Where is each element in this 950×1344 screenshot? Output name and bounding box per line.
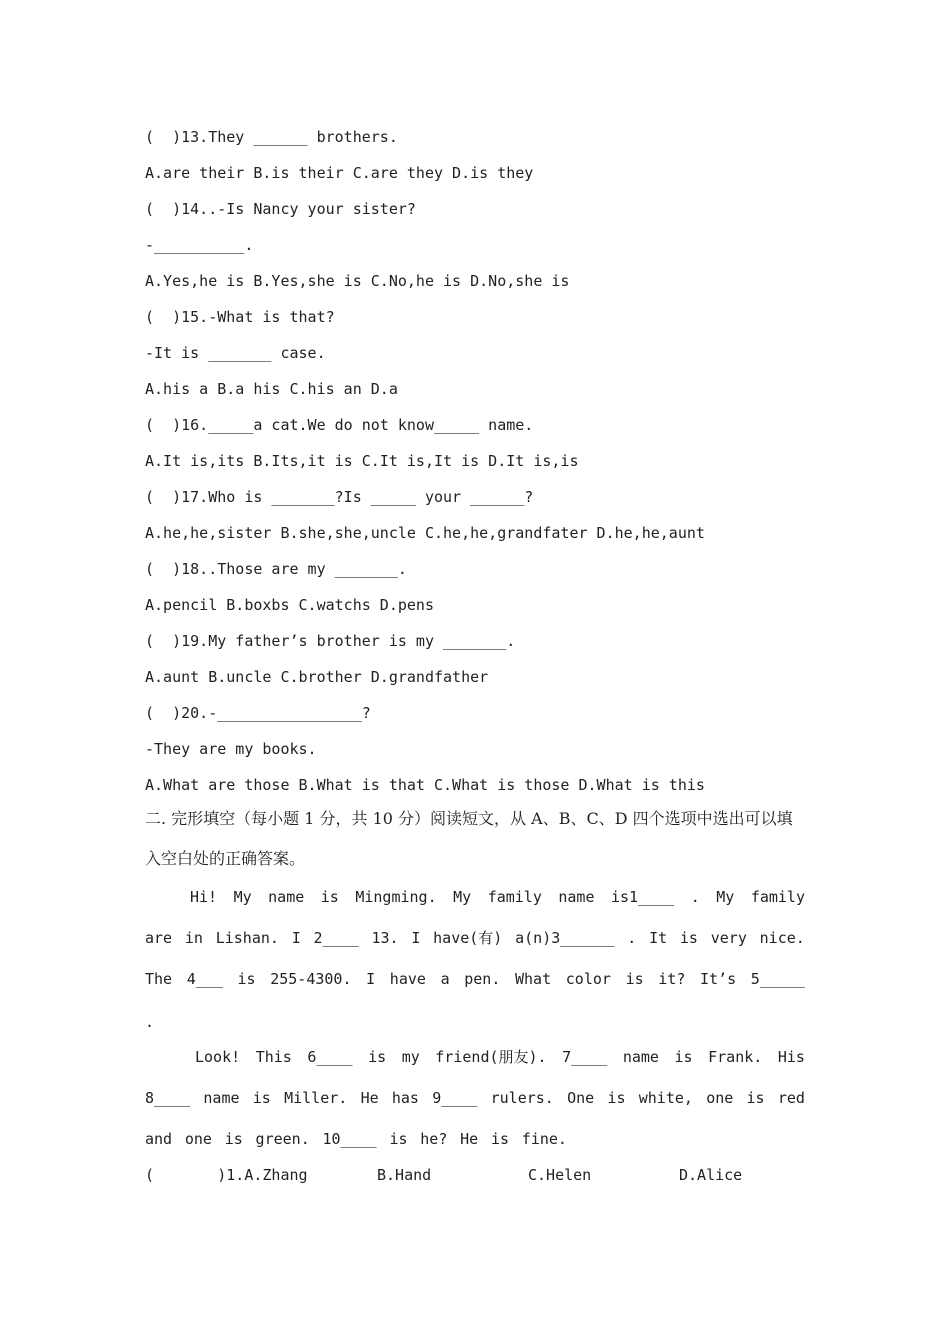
question-17-options: A.he,he,sister B.she,she,uncle C.he,he,grandfater D.he,he,aunt bbox=[145, 524, 705, 542]
question-19: ( )19.My father’s brother is my _______. bbox=[145, 632, 516, 650]
passage-word: Miller. bbox=[284, 1089, 348, 1107]
passage-word: I bbox=[366, 970, 376, 988]
passage-word: in bbox=[184, 929, 203, 947]
passage-word: red bbox=[777, 1089, 805, 1107]
passage-word: . bbox=[627, 929, 637, 947]
passage-word: is bbox=[679, 929, 698, 947]
passage-word: . bbox=[145, 1013, 155, 1031]
question-14: ( )14..-Is Nancy your sister? bbox=[145, 200, 416, 218]
question-14-answer-line: -__________. bbox=[145, 236, 254, 254]
question-15-answer-line: -It is _______ case. bbox=[145, 344, 326, 362]
passage-word: name bbox=[203, 1089, 240, 1107]
passage-word: 10____ bbox=[322, 1130, 377, 1148]
passage-word: My bbox=[453, 888, 472, 906]
question-19-options: A.aunt B.uncle C.brother D.grandfather bbox=[145, 668, 489, 686]
question-18: ( )18..Those are my _______. bbox=[145, 560, 407, 578]
passage-word: I bbox=[291, 929, 301, 947]
question-13: ( )13.They ______ brothers. bbox=[145, 128, 398, 146]
passage-line bbox=[195, 1047, 805, 1067]
passage-line bbox=[145, 969, 805, 989]
passage-word: name bbox=[622, 1048, 659, 1066]
passage-word: 8____ bbox=[145, 1089, 191, 1107]
passage-word: The bbox=[145, 970, 173, 988]
passage-word: 6____ bbox=[307, 1048, 353, 1066]
passage-word: fine. bbox=[521, 1130, 567, 1148]
passage-word: My bbox=[716, 888, 735, 906]
passage-word: my bbox=[401, 1048, 420, 1066]
passage-word: pen. bbox=[464, 970, 501, 988]
passage-word: 9____ bbox=[432, 1089, 478, 1107]
passage-word: it? bbox=[658, 970, 686, 988]
passage-word: It bbox=[649, 929, 668, 947]
passage-word: and bbox=[145, 1130, 173, 1148]
passage-word: one bbox=[706, 1089, 734, 1107]
passage-word: is bbox=[252, 1089, 271, 1107]
passage-word: family bbox=[487, 888, 542, 906]
passage-word: He bbox=[460, 1130, 479, 1148]
cloze-question-1: ( )1.A.Zhang bbox=[145, 1166, 308, 1184]
passage-word: It’s bbox=[700, 970, 737, 988]
passage-word: nice. bbox=[759, 929, 805, 947]
passage-word: one bbox=[184, 1130, 212, 1148]
question-13-options: A.are their B.is their C.are they D.is they bbox=[145, 164, 534, 182]
passage-word: 255-4300. bbox=[270, 970, 352, 988]
passage-line bbox=[145, 1129, 567, 1149]
passage-word: Look! bbox=[195, 1048, 241, 1066]
passage-word: 5_____ bbox=[750, 970, 805, 988]
question-20-answer-line: -They are my books. bbox=[145, 740, 317, 758]
passage-word: very bbox=[710, 929, 747, 947]
passage-word: is bbox=[389, 1130, 408, 1148]
passage-word: a bbox=[440, 970, 450, 988]
passage-line bbox=[190, 887, 805, 907]
passage-word: Hi! bbox=[190, 888, 218, 906]
cloze-option-c: C.Helen bbox=[528, 1166, 592, 1184]
question-20: ( )20.-________________? bbox=[145, 704, 371, 722]
passage-line bbox=[145, 1088, 805, 1108]
passage-word: 4___ bbox=[186, 970, 223, 988]
passage-word: are bbox=[145, 929, 173, 947]
passage-word: name bbox=[268, 888, 305, 906]
passage-word: Lishan. bbox=[215, 929, 279, 947]
passage-word: green. bbox=[255, 1130, 310, 1148]
question-17: ( )17.Who is _______?Is _____ your ______? bbox=[145, 488, 534, 506]
passage-word: is bbox=[625, 970, 644, 988]
passage-word: a(n)3______ bbox=[515, 929, 615, 947]
question-16: ( )16._____a cat.We do not know_____ name. bbox=[145, 416, 534, 434]
passage-word: is bbox=[607, 1089, 626, 1107]
passage-word: is1____ bbox=[611, 888, 675, 906]
passage-word: is bbox=[674, 1048, 693, 1066]
passage-word: He bbox=[360, 1089, 379, 1107]
passage-word: What bbox=[515, 970, 552, 988]
question-14-options: A.Yes,he is B.Yes,she is C.No,he is D.No,she is bbox=[145, 272, 570, 290]
passage-word: Frank. bbox=[708, 1048, 763, 1066]
passage-word: rulers. bbox=[490, 1089, 554, 1107]
passage-word: friend(朋友). bbox=[435, 1048, 547, 1066]
passage-word: is bbox=[490, 1130, 510, 1148]
passage-word: name bbox=[558, 888, 595, 906]
passage-word: has bbox=[391, 1089, 419, 1107]
passage-word: . bbox=[690, 888, 700, 906]
passage-word: is bbox=[237, 970, 256, 988]
passage-word: His bbox=[777, 1048, 805, 1066]
passage-word: is bbox=[368, 1048, 387, 1066]
section-heading-continued: 入空白处的正确答案。 bbox=[145, 849, 306, 868]
cloze-option-d: D.Alice bbox=[679, 1166, 743, 1184]
passage-word: he? bbox=[420, 1130, 448, 1148]
passage-word: is bbox=[746, 1089, 765, 1107]
passage-word: Mingming. bbox=[355, 888, 437, 906]
passage-word: is bbox=[320, 888, 339, 906]
question-20-options: A.What are those B.What is that C.What is those D.What is this bbox=[145, 776, 705, 794]
passage-word: have bbox=[389, 970, 426, 988]
passage-word: This bbox=[255, 1048, 292, 1066]
section-heading: 二. 完形填空（每小题 1 分，共 10 分）阅读短文，从 A、B、C、D 四个选项中选出可以填 bbox=[145, 809, 793, 828]
passage-word: 7____ bbox=[562, 1048, 608, 1066]
question-15: ( )15.-What is that? bbox=[145, 308, 335, 326]
passage-word: white, bbox=[638, 1089, 693, 1107]
passage-word: family bbox=[750, 888, 805, 906]
passage-word: I bbox=[411, 929, 421, 947]
passage-word: 13. bbox=[371, 929, 399, 947]
passage-word: color bbox=[565, 970, 611, 988]
cloze-option-b: B.Hand bbox=[377, 1166, 432, 1184]
passage-word: 2____ bbox=[313, 929, 359, 947]
question-18-options: A.pencil B.boxbs C.watchs D.pens bbox=[145, 596, 434, 614]
passage-word: My bbox=[233, 888, 252, 906]
question-15-options: A.his a B.a his C.his an D.a bbox=[145, 380, 398, 398]
question-16-options: A.It is,its B.Its,it is C.It is,It is D.It is,is bbox=[145, 452, 579, 470]
passage-word: is bbox=[224, 1130, 243, 1148]
passage-line bbox=[145, 1012, 154, 1032]
passage-word: One bbox=[567, 1089, 595, 1107]
passage-word: have(有) bbox=[433, 929, 503, 947]
passage-line bbox=[145, 928, 805, 948]
